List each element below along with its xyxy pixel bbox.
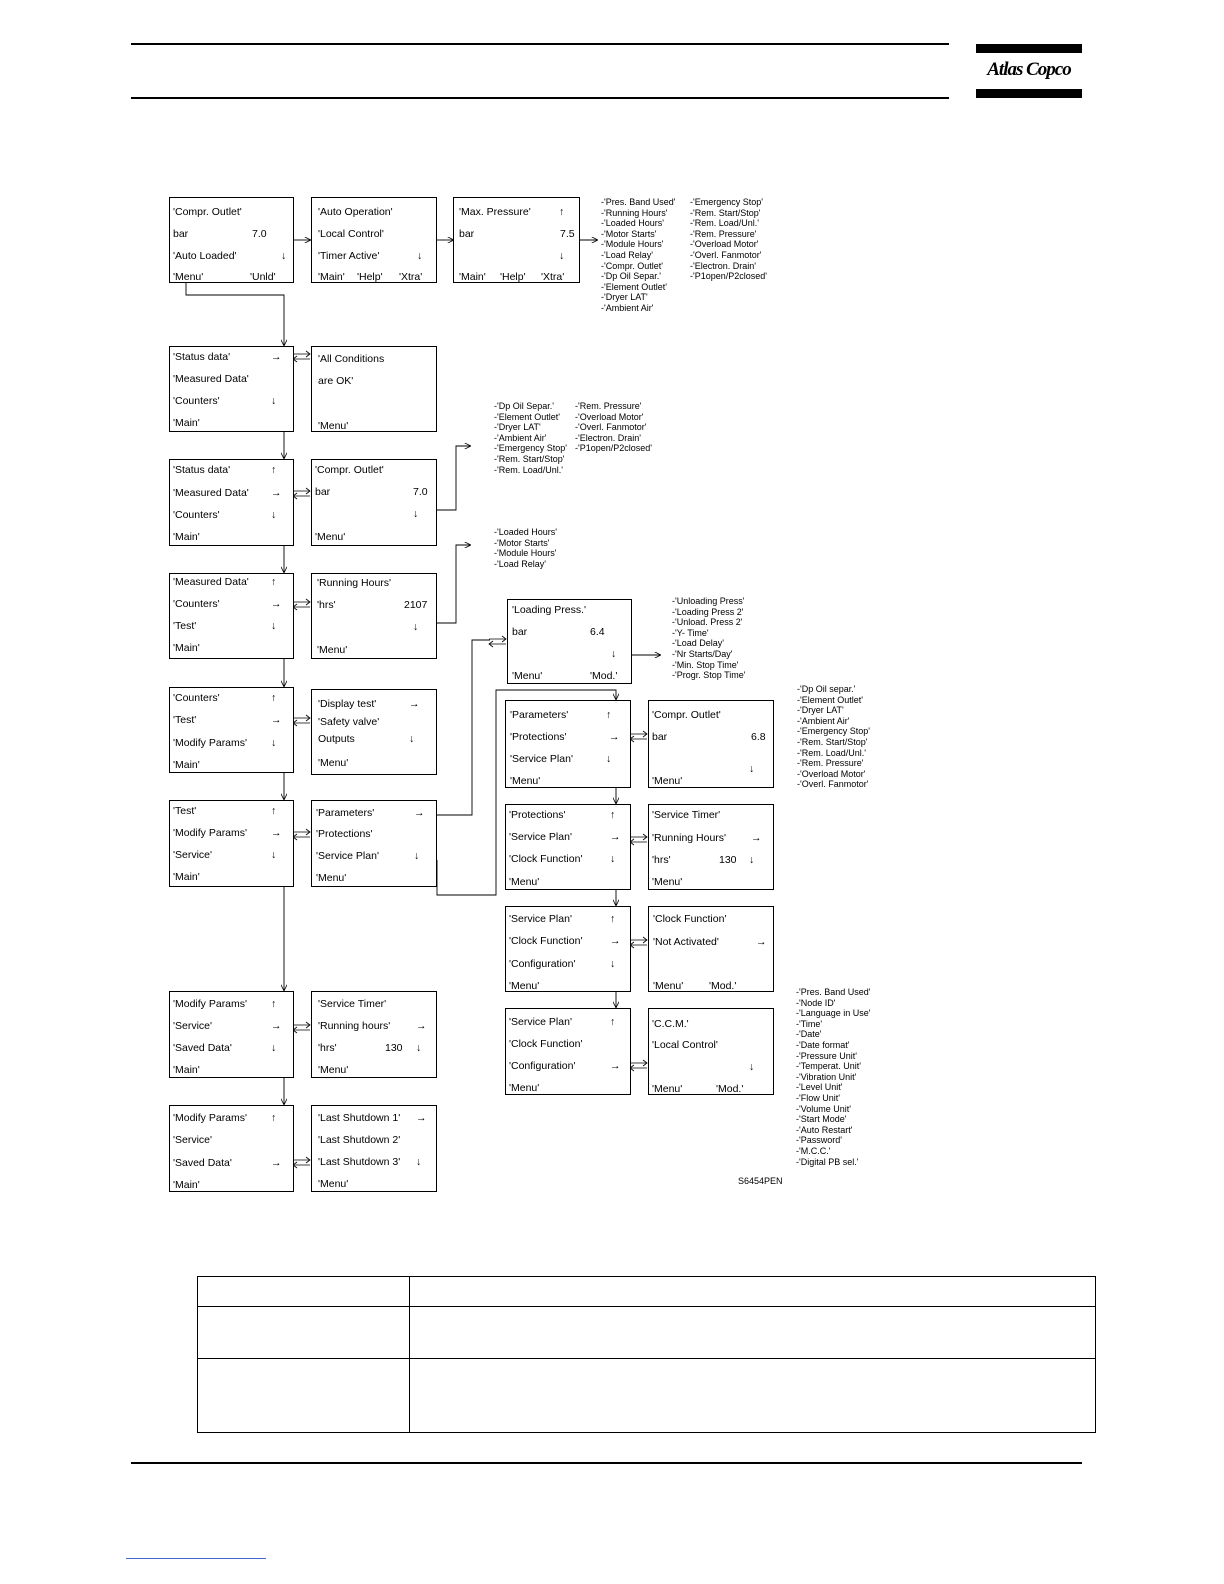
list-item: -'Element Outlet' xyxy=(601,281,667,292)
menu-item: 'Service Plan' xyxy=(509,913,572,925)
label: 'Compr. Outlet' xyxy=(173,206,242,218)
menu-item: 'Service Plan' xyxy=(509,831,572,843)
arrow-right-icon: → xyxy=(271,714,282,726)
menu-item: Outputs xyxy=(318,733,355,745)
unit: 'hrs' xyxy=(318,1042,337,1054)
screen-status-data-menu xyxy=(169,346,294,432)
menu-item: 'Modify Params' xyxy=(173,1112,248,1124)
menu-item: 'Last Shutdown 1' xyxy=(318,1112,401,1124)
menu-item: 'Saved Data' xyxy=(173,1042,232,1054)
arrow-down-icon: ↓ xyxy=(606,753,612,765)
arrow-down-icon: ↓ xyxy=(749,1061,755,1073)
menu-item: 'Display test' xyxy=(318,698,377,710)
screen-max-pressure xyxy=(453,197,580,283)
list-item: -'Dryer LAT' xyxy=(601,292,648,303)
list-item: -'Node ID' xyxy=(796,997,836,1008)
list-item: -'Pressure Unit' xyxy=(796,1050,857,1061)
label: 'Running Hours' xyxy=(652,832,727,844)
menu-key: 'Menu' xyxy=(509,980,540,992)
menu-item: 'Counters' xyxy=(173,692,220,704)
arrow-down-icon: ↓ xyxy=(749,763,755,775)
arrow-down-icon: ↓ xyxy=(271,849,277,861)
list-item: -'Emergency Stop' xyxy=(797,726,870,737)
value: 6.4 xyxy=(590,626,605,638)
menu-item: 'Counters' xyxy=(173,598,220,610)
table-cell xyxy=(410,1359,1096,1433)
list-item: -'Overl. Fanmotor' xyxy=(575,422,647,433)
table-cell xyxy=(410,1307,1096,1359)
logo-text: Atlas Copco xyxy=(987,59,1071,80)
menu-item: 'Measured Data' xyxy=(173,373,249,385)
list-item: -'Loaded Hours' xyxy=(601,218,664,229)
label: 'Clock Function' xyxy=(653,913,727,925)
list-item: -'Overload Motor' xyxy=(797,768,866,779)
screen-ccm xyxy=(648,1008,774,1095)
main-key: 'Main' xyxy=(173,531,200,543)
arrow-down-icon: ↓ xyxy=(271,395,277,407)
main-key: 'Main' xyxy=(459,271,486,283)
list-item: -'Unload. Press 2' xyxy=(672,617,743,628)
arrow-down-icon: ↓ xyxy=(416,1042,422,1054)
menu-item: 'Counters' xyxy=(173,395,220,407)
arrow-right-icon: → xyxy=(610,1060,621,1072)
list-item: -'Pres. Band Used' xyxy=(601,197,676,207)
list-item: -'Unloading Press' xyxy=(672,596,745,606)
screen-auto-operation xyxy=(311,197,437,283)
menu-item: 'Test' xyxy=(173,805,197,817)
menu-item: 'Counters' xyxy=(173,509,220,521)
list-item: -'Vibration Unit' xyxy=(796,1071,857,1082)
unit: 'hrs' xyxy=(652,854,671,866)
mod-key: 'Mod.' xyxy=(590,670,618,682)
arrow-down-icon: ↓ xyxy=(417,250,423,262)
screen-parameters-menu xyxy=(311,800,437,887)
value: 7.0 xyxy=(413,486,428,498)
screen-measured-data-menu xyxy=(169,459,294,546)
menu-item: 'Safety valve' xyxy=(318,716,380,728)
list-item: -'Date format' xyxy=(796,1039,850,1050)
arrow-down-icon: ↓ xyxy=(413,621,419,633)
arrow-right-icon: → xyxy=(409,698,420,710)
line: 'Local Control' xyxy=(318,228,384,240)
list-item: -'Volume Unit' xyxy=(796,1103,851,1114)
list-item: -'Module Hours' xyxy=(494,548,557,559)
list-item: -'Time' xyxy=(796,1018,823,1029)
mod-key: 'Mod.' xyxy=(709,980,737,992)
value: 130 xyxy=(385,1042,403,1054)
list-item: -'Element Outlet' xyxy=(494,411,560,422)
main-key: 'Main' xyxy=(173,871,200,883)
help-key: 'Help' xyxy=(500,271,526,283)
list-item: -'Pres. Band Used' xyxy=(796,987,871,997)
list-item: -'M.C.C.' xyxy=(796,1145,831,1156)
menu-item: 'Service' xyxy=(173,849,213,861)
label: 'Service Timer' xyxy=(318,998,387,1010)
list-item: -'Load Delay' xyxy=(672,638,724,649)
list-item: -'Language in Use' xyxy=(796,1008,871,1019)
status: 'Auto Loaded' xyxy=(173,250,237,262)
arrow-down-icon: ↓ xyxy=(271,620,277,632)
arrow-down-icon: ↓ xyxy=(749,854,755,866)
arrow-up-icon: ↑ xyxy=(271,1112,277,1124)
list-item: -'Overload Motor' xyxy=(575,411,644,422)
menu-item: 'Test' xyxy=(173,620,197,632)
list-item: -'Motor Starts' xyxy=(601,228,657,239)
list-item: -'Electron. Drain' xyxy=(575,432,641,443)
screen-compr-outlet-measured xyxy=(311,459,437,546)
screen-saved-data-menu xyxy=(169,1105,294,1192)
screen-all-conditions xyxy=(311,346,437,432)
arrow-right-icon: → xyxy=(271,598,282,610)
menu-item: 'Clock Function' xyxy=(509,1038,583,1050)
message-line: are OK' xyxy=(318,375,354,387)
list-measured-items-b xyxy=(575,401,652,454)
table-cell xyxy=(198,1277,410,1307)
list-item: -'Rem. Pressure' xyxy=(575,401,642,411)
line: 'Timer Active' xyxy=(318,250,380,262)
value: 'Not Activated' xyxy=(653,936,719,948)
screen-modify-params-menu xyxy=(169,800,294,887)
arrow-down-icon: ↓ xyxy=(409,733,415,745)
list-item: -'Auto Restart' xyxy=(796,1124,853,1135)
list-item: -'Dryer LAT' xyxy=(494,422,541,433)
mod-key: 'Mod.' xyxy=(716,1083,744,1095)
arrow-right-icon: → xyxy=(271,1020,282,1032)
list-item: -'Rem. Load/Unl.' xyxy=(494,464,563,475)
arrow-down-icon: ↓ xyxy=(271,737,277,749)
label: 'C.C.M.' xyxy=(652,1018,689,1030)
list-item: -'Module Hours' xyxy=(601,239,664,250)
arrow-up-icon: ↑ xyxy=(271,464,277,476)
list-item: -'Rem. Load/Unl.' xyxy=(690,218,759,229)
arrow-right-icon: → xyxy=(271,1157,282,1169)
list-item: -'Loaded Hours' xyxy=(494,527,557,537)
arrow-down-icon: ↓ xyxy=(413,508,419,520)
screen-counters-menu xyxy=(169,573,294,659)
value: 7.0 xyxy=(252,228,267,240)
exchange-arrow-1 xyxy=(293,351,310,362)
arrow-right-icon: → xyxy=(751,832,762,844)
screen-display-test xyxy=(311,689,437,775)
menu-item: 'Test' xyxy=(173,714,197,726)
arrow-down-icon: ↓ xyxy=(271,1042,277,1054)
screen-compr-outlet-protection xyxy=(648,700,774,788)
value: 130 xyxy=(719,854,737,866)
arrow-right-icon: → xyxy=(271,487,282,499)
main-key: 'Main' xyxy=(173,642,200,654)
menu-item: 'Status data' xyxy=(173,351,231,363)
footer-rule xyxy=(131,1462,1082,1464)
menu-item: 'Saved Data' xyxy=(173,1157,232,1169)
line: 'Auto Operation' xyxy=(318,206,393,218)
footer-link-underline[interactable] xyxy=(126,1558,266,1559)
xtra-key: 'Xtra' xyxy=(541,271,565,283)
list-item: -'Overload Motor' xyxy=(690,239,759,250)
main-key: 'Main' xyxy=(173,1179,200,1191)
menu-key: 'Menu' xyxy=(316,872,347,884)
list-item: -'Load Relay' xyxy=(494,558,546,569)
menu-item: 'Modify Params' xyxy=(173,998,248,1010)
menu-item: 'Last Shutdown 2' xyxy=(318,1134,401,1146)
menu-item: 'Modify Params' xyxy=(173,737,248,749)
unit: bar xyxy=(512,626,528,638)
list-item: -'Emergency Stop' xyxy=(494,443,567,454)
screen-test-menu xyxy=(169,687,294,773)
list-item: -'Temperat. Unit' xyxy=(796,1061,861,1072)
list-measured-items-a xyxy=(494,401,567,475)
list-item: -'Progr. Stop Time' xyxy=(672,670,746,681)
table-cell xyxy=(198,1359,410,1433)
screen-compressor-outlet xyxy=(169,197,294,283)
list-item: -'Min. Stop Time' xyxy=(672,659,739,670)
label: 'Compr. Outlet' xyxy=(652,709,721,721)
arrow-down-icon: ↓ xyxy=(559,250,565,262)
arrow-down-icon: ↓ xyxy=(281,250,287,262)
menu-key: 'Menu' xyxy=(318,1178,349,1190)
label: 'Loading Press.' xyxy=(512,604,587,616)
list-item: -'Dp Oil Separ.' xyxy=(494,401,554,411)
arrow-right-icon: → xyxy=(610,935,621,947)
arrow-up-icon: ↑ xyxy=(610,809,616,821)
list-item: -'Dp Oil separ.' xyxy=(797,684,856,694)
table-cell xyxy=(410,1277,1096,1307)
arrow-up-icon: ↑ xyxy=(271,805,277,817)
list-item: -'Emergency Stop' xyxy=(690,197,763,207)
list-item: -'Level Unit' xyxy=(796,1082,843,1093)
menu-key: 'Menu' xyxy=(653,980,684,992)
list-item: -'P1open/P2closed' xyxy=(690,271,767,282)
list-item: -'Overl. Fanmotor' xyxy=(690,249,762,260)
screen-protections-menu xyxy=(505,700,631,788)
list-counter-items xyxy=(494,527,557,569)
menu-item: 'Clock Function' xyxy=(509,853,583,865)
list-item: -'Rem. Pressure' xyxy=(690,228,757,239)
arrow-down-icon: ↓ xyxy=(416,1156,422,1168)
screen-loading-press xyxy=(507,599,632,684)
arrow-right-icon: → xyxy=(271,827,282,839)
list-protection-items xyxy=(797,684,870,790)
list-configuration-items xyxy=(796,987,871,1167)
label: 'Max. Pressure' xyxy=(459,206,531,218)
arrow-right-icon: → xyxy=(756,936,767,948)
arrow-down-icon: ↓ xyxy=(611,648,617,660)
arrow-up-icon: ↑ xyxy=(271,692,277,704)
figure-code: S6454PEN xyxy=(738,1176,783,1186)
list-item: -'Electron. Drain' xyxy=(690,260,756,271)
value: 6.8 xyxy=(751,731,766,743)
menu-item: 'Measured Data' xyxy=(173,576,249,588)
unit: bar xyxy=(459,228,475,240)
label: 'Running hours' xyxy=(318,1020,391,1032)
value: 7.5 xyxy=(560,228,575,240)
screen-service-timer-left xyxy=(311,991,437,1078)
screen-running-hours xyxy=(311,573,437,659)
menu-key: 'Menu' xyxy=(315,531,346,543)
screen-last-shutdown xyxy=(311,1105,437,1192)
list-item: -'Rem. Start/Stop' xyxy=(494,453,565,464)
arrow-up-icon: ↑ xyxy=(559,206,565,218)
menu-key: 'Menu' xyxy=(317,644,348,656)
arrow-right-icon: → xyxy=(609,731,620,743)
menu-item: 'Last Shutdown 3' xyxy=(318,1156,401,1168)
menu-key: 'Menu' xyxy=(652,876,683,888)
menu-item: 'Configuration' xyxy=(509,958,576,970)
list-item: -'Ambient Air' xyxy=(797,715,850,726)
main-key: 'Main' xyxy=(318,271,345,283)
menu-key: 'Menu' xyxy=(510,775,541,787)
menu-key: 'Menu' xyxy=(652,1083,683,1095)
list-item: -'Ambient Air' xyxy=(494,432,547,443)
unload-key: 'Unld' xyxy=(250,271,276,283)
menu-key: 'Menu' xyxy=(509,876,540,888)
arrow-right-icon: → xyxy=(610,831,621,843)
arrow-up-icon: ↑ xyxy=(606,709,612,721)
arrow-down-icon: ↓ xyxy=(610,958,616,970)
arrow-down-icon: ↓ xyxy=(610,853,616,865)
menu-key: 'Menu' xyxy=(318,420,349,432)
screen-clock-function xyxy=(648,906,774,992)
list-item: -'Ambient Air' xyxy=(601,302,654,313)
menu-key: 'Menu' xyxy=(509,1082,540,1094)
list-item: -'Compr. Outlet' xyxy=(601,260,663,271)
list-xtra-items-a xyxy=(601,197,675,314)
screen-clock-function-menu xyxy=(505,906,631,992)
arrow-up-icon: ↑ xyxy=(610,1016,616,1028)
label: 'Running Hours' xyxy=(317,577,392,589)
menu-key: 'Menu' xyxy=(652,775,683,787)
screen-configuration-menu xyxy=(505,1008,631,1095)
menu-item: 'Service Plan' xyxy=(509,1016,572,1028)
arrow-up-icon: ↑ xyxy=(271,576,277,588)
menu-item: 'Service' xyxy=(173,1134,213,1146)
list-item: -'Motor Starts' xyxy=(494,537,550,548)
list-item: -'Flow Unit' xyxy=(796,1092,840,1103)
main-key: 'Main' xyxy=(173,417,200,429)
label: 'Service Timer' xyxy=(652,809,721,821)
list-item: -'Rem. Load/Unl.' xyxy=(797,747,866,758)
menu-item: 'Clock Function' xyxy=(509,935,583,947)
list-item: -'Dryer LAT' xyxy=(797,705,844,716)
list-item: -'Rem. Start/Stop' xyxy=(797,736,868,747)
menu-item: 'Parameters' xyxy=(510,709,569,721)
arrow-up-icon: ↑ xyxy=(610,913,616,925)
arrow-down-icon: ↓ xyxy=(414,850,420,862)
menu-item: 'Configuration' xyxy=(509,1060,576,1072)
unit: bar xyxy=(315,486,331,498)
xtra-key: 'Xtra' xyxy=(399,271,423,283)
arrow-right-icon: → xyxy=(271,351,282,363)
value: 'Local Control' xyxy=(652,1039,718,1051)
menu-key: 'Menu' xyxy=(173,271,204,283)
list-item: -'Nr Starts/Day' xyxy=(672,648,733,659)
menu-key: 'Menu' xyxy=(318,1064,349,1076)
list-item: -'Element Outlet' xyxy=(797,694,863,705)
main-key: 'Main' xyxy=(173,1064,200,1076)
menu-item: 'Protections' xyxy=(316,828,373,840)
menu-item: 'Measured Data' xyxy=(173,487,249,499)
menu-item: 'Service Plan' xyxy=(510,753,573,765)
unit: 'hrs' xyxy=(317,599,336,611)
menu-item: 'Parameters' xyxy=(316,807,375,819)
list-item: -'Date' xyxy=(796,1029,822,1040)
list-item: -'Start Mode' xyxy=(796,1114,847,1125)
list-item: -'Load Relay' xyxy=(601,249,653,260)
help-key: 'Help' xyxy=(357,271,383,283)
menu-key: 'Menu' xyxy=(512,670,543,682)
list-item: -'Password' xyxy=(796,1135,842,1146)
menu-item: 'Service' xyxy=(173,1020,213,1032)
label: 'Compr. Outlet' xyxy=(315,464,384,476)
key-table xyxy=(197,1276,1096,1433)
list-item: -'Overl. Fanmotor' xyxy=(797,779,869,790)
unit: bar xyxy=(173,228,189,240)
list-item: -'Running Hours' xyxy=(601,207,668,218)
screen-service-plan-menu xyxy=(505,804,631,890)
arrow-right-icon: → xyxy=(416,1112,427,1124)
list-item: -'P1open/P2closed' xyxy=(575,443,652,454)
message-line: 'All Conditions xyxy=(318,353,385,365)
arrow-up-icon: ↑ xyxy=(271,998,277,1010)
main-key: 'Main' xyxy=(173,759,200,771)
screen-service-timer-right xyxy=(648,804,774,890)
list-item: -'Dp Oil Separ.' xyxy=(601,271,661,282)
list-item: -'Digital PB sel.' xyxy=(796,1156,859,1167)
list-item: -'Loading Press 2' xyxy=(672,606,744,617)
arrow-right-icon: → xyxy=(416,1020,427,1032)
menu-item: 'Modify Params' xyxy=(173,827,248,839)
list-item: -'Rem. Pressure' xyxy=(797,758,864,769)
list-item: -'Rem. Start/Stop' xyxy=(690,207,761,218)
arrow-down-icon: ↓ xyxy=(271,509,277,521)
arrow-right-icon: → xyxy=(414,807,425,819)
list-xtra-items-b xyxy=(690,197,767,282)
menu-key: 'Menu' xyxy=(318,757,349,769)
screen-service-menu xyxy=(169,991,294,1078)
menu-item: 'Service Plan' xyxy=(316,850,379,862)
value: 2107 xyxy=(404,599,428,611)
list-item: -'Y- Time' xyxy=(672,627,709,638)
unit: bar xyxy=(652,731,668,743)
list-loading-params xyxy=(672,596,745,681)
menu-item: 'Protections' xyxy=(510,731,567,743)
table-cell xyxy=(198,1307,410,1359)
menu-item: 'Status data' xyxy=(173,464,231,476)
menu-item: 'Protections' xyxy=(509,809,566,821)
